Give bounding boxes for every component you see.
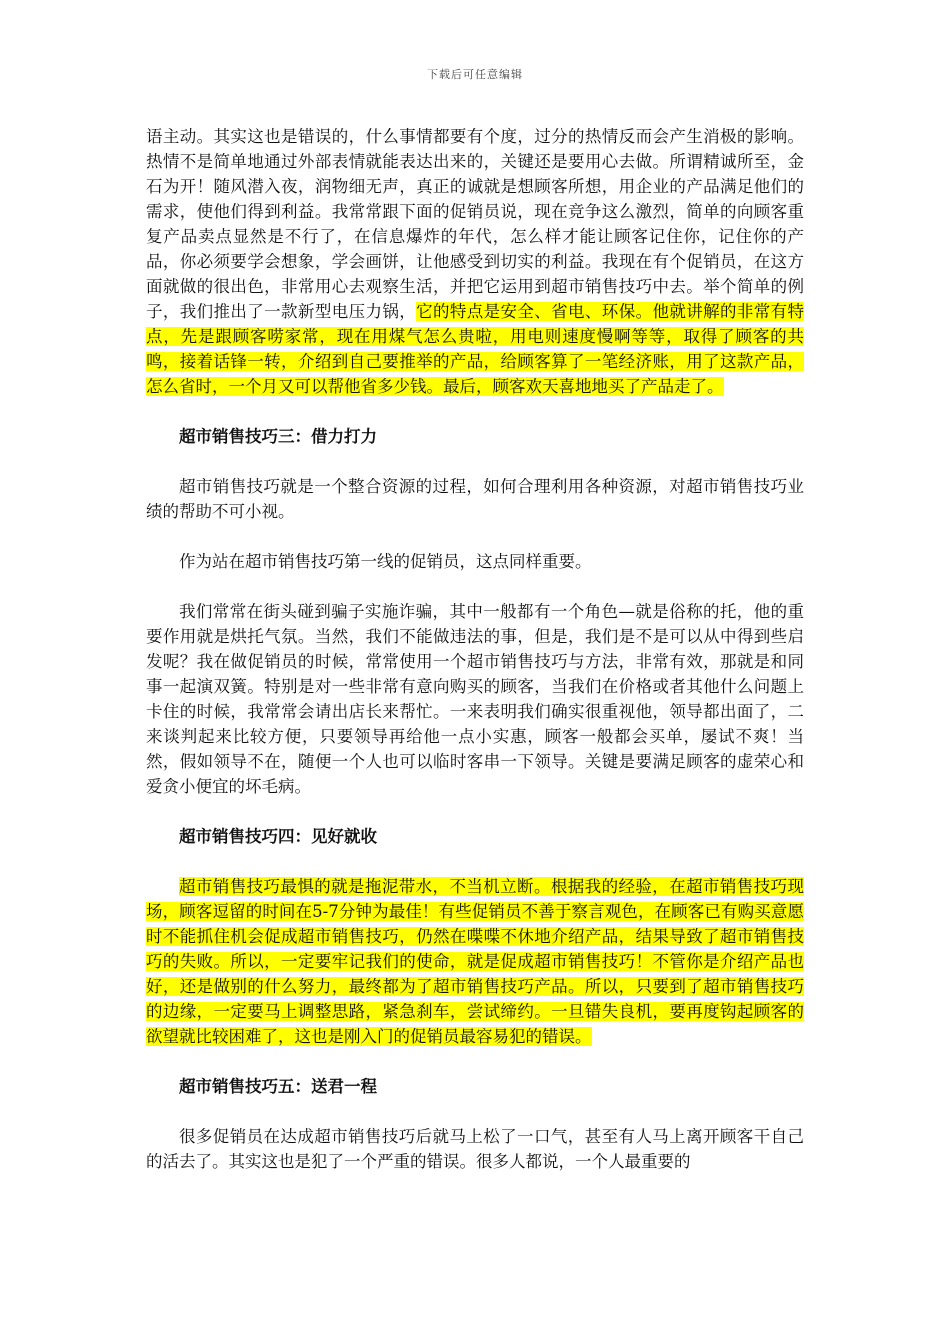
section-heading-four: 超市销售技巧四：见好就收 (179, 827, 377, 846)
paragraph-highlighted (146, 874, 804, 1049)
document-body (146, 124, 804, 1174)
paragraph: 我们常常在街头碰到骗子实施诈骗，其中一般都有一个角色—就是俗称的托，他的重要作用就是烘托气氛。当然，我们不能做违法的事，但是，我们是不是可以从中得到些启发呢？我在做促销员的时候，常常使用一个超市销售技巧与方法，非常有效，那就是和同事一起演双簧。特别是对一些非常有意向购买的顾客，当我们在价格或者其他什么问题上卡住的时候，我常常会请出店长来帮忙。一来表明我们确实很重视他，领导都出面了，二来谈判起来比较方便，只要领导再给他一点小实惠，顾客一般都会买单，屡试不爽！当然，假如领导不在，随便一个人也可以临时客串一下领导。关键是要满足顾客的虚荣心和爱贪小便宜的坏毛病。 (146, 602, 804, 796)
paragraph-continued (146, 124, 804, 399)
highlighted-text: 超市销售技巧最惧的就是拖泥带水，不当机立断。根据我的经验，在超市销售技巧现场，顾客逗留的时间在5-7分钟为最佳！有些促销员不善于察言观色，在顾客已有购买意愿时不能抓住机会促成超市销售技巧，仍然在喋喋不休地介绍产品，结果导致了超市销售技巧的失败。所以，一定要牢记我们的使命，就是促成超市销售技巧！不管你是介绍产品也好，还是做别的什么努力，最终都为了超市销售技巧产品。所以，只要到了超市销售技巧的边缘，一定要马上调整思路，紧急刹车，尝试缔约。一旦错失良机，要再度钩起顾客的欲望就比较困难了，这也是刚入门的促销员最容易犯的错误。 (146, 877, 804, 1046)
paragraph: 超市销售技巧就是一个整合资源的过程，如何合理利用各种资源，对超市销售技巧业绩的帮助不可小视。 (146, 477, 804, 521)
paragraph-text: 语主动。其实这也是错误的，什么事情都要有个度，过分的热情反而会产生消极的影响。热情不是简单地通过外部表情就能表达出来的，关键还是要用心去做。所谓精诚所至，金石为开！随风潜入夜，润物细无声，真正的诚就是想顾客所想，用企业的产品满足他们的需求，使他们得到利益。我常常跟下面的促销员说，现在竞争这么激烈，简单的向顾客重复产品卖点显然是不行了，在信息爆炸的年代，怎么样才能让顾客记住你，记住你的产品，你必须要学会想象，学会画饼，让他感受到切实的利益。我现在有个促销员，在这方面就做的很出色，非常用心去观察生活，并把它运用到超市销售技巧中去。举个简单的例子，我们推出了一款新型电压力锅， (146, 127, 804, 321)
highlighted-text: 它的特点是安全、省电、环保。他就讲解的非常有特点，先是跟顾客唠家常，现在用煤气怎么贵啦，用电则速度慢啊等等，取得了顾客的共鸣，接着话锋一转，介绍到自己要推举的产品，给顾客算了一笔经济账，用了这款产品，怎么省时，一个月又可以帮他省多少钱。最后，顾客欢天喜地地买了产品走了。 (146, 302, 805, 396)
paragraph: 很多促销员在达成超市销售技巧后就马上松了一口气，甚至有人马上离开顾客干自己的活去了。其实这也是犯了一个严重的错误。很多人都说，一个人最重要的 (146, 1127, 804, 1171)
page-header: 下载后可任意编辑 (427, 68, 523, 81)
section-heading-three: 超市销售技巧三：借力打力 (179, 427, 377, 446)
section-heading-five: 超市销售技巧五：送君一程 (179, 1077, 377, 1096)
paragraph: 作为站在超市销售技巧第一线的促销员，这点同样重要。 (179, 552, 592, 571)
